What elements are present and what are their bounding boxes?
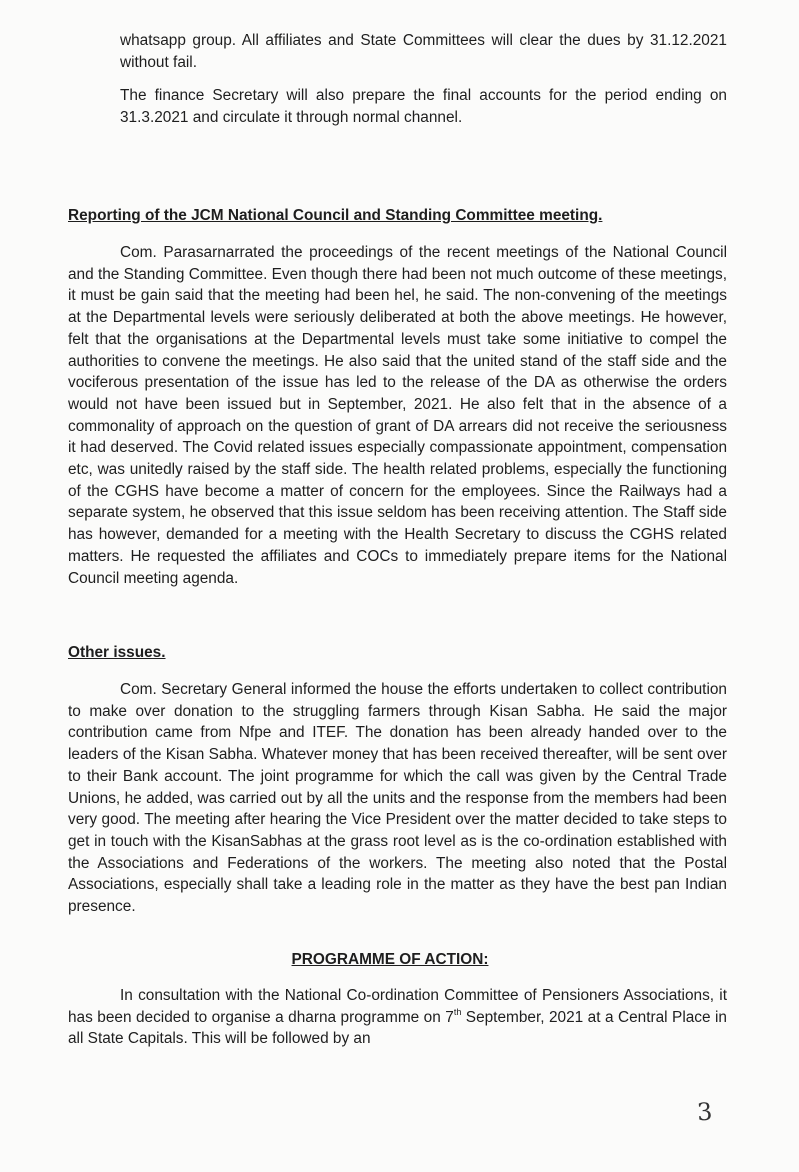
programme-body-end: September, 2021 at a Central Place in all State Capitals. This will be followed by an — [68, 1008, 727, 1048]
intro-paragraph-1: whatsapp group. All affiliates and State Committees will clear the dues by 31.12.2021 without fail. — [120, 32, 727, 71]
jcm-section-body: Com. Parasarnarrated the proceedings of the recent meetings of the National Council and the Standing Committee. Even though there had been not much outcome of these meetings, it must be gain said that the meeting had been hel, he said. The non-convening of the meetings at the Departmental levels were seriously deliberated at both the above meetings. He however, felt that the organisations at the Departmental levels must take some initiative to compel the authorities to convene the meetings. He also said that the united stand of the staff side and the vociferous presentation of the issue has led to the release of the DA as otherwise the orders would not have been issued but in September, 2021. He also felt that in the absence of a commonality of approach on the question of grant of DA arrears did not receive the seriousness it had deserved. The Covid related issues especially compassionate appointment, compensation etc, was unitedly raised by the staff side. The health related problems, especially the functioning of the CGHS have become a matter of concern for the employees. Since the Railways had a separate system, he observed that this issue seldom has been receiving attention. The Staff side has however, demanded for a meeting with the Health Secretary to discuss the CGHS related matters. He requested the affiliates and COCs to immediately prepare items for the National Council meeting agenda. — [68, 244, 727, 587]
programme-body-start: In consultation with the National Co-ordination Committee of Pensioners Associations, it has been decided to organise a dharna programme on 7 — [68, 987, 727, 1026]
ordinal-suffix: th — [453, 1006, 462, 1017]
jcm-section-heading: Reporting of the JCM National Council and Standing Committee meeting. — [68, 207, 603, 224]
programme-of-action-heading: PROGRAMME OF ACTION: — [291, 951, 489, 968]
other-issues-body: Com. Secretary General informed the house the efforts undertaken to collect contribution to make over donation to the struggling farmers through Kisan Sabha. He said the major contribution came from Nfpe and ITEF. The donation has been already handed over to the leaders of the Kisan Sabha. Whatever money that has been received thereafter, will be sent over to their Bank account. The joint programme for which the call was given by the Central Trade Unions, he added, was carried out by all the units and the response from the members had been very good. The meeting after hearing the Vice President over the matter decided to take steps to get in touch with the KisanSabhas at the grass root level as is the co-ordination established with the Associations and Federations of the workers. The meeting also noted that the Postal Associations, especially shall take a leading role in the matter as they have the best pan Indian presence. — [68, 681, 727, 916]
other-issues-heading: Other issues. — [68, 644, 166, 661]
page-number: 3 — [696, 1097, 714, 1127]
intro-paragraph-2: The finance Secretary will also prepare the final accounts for the period ending on 31.3.2021 and circulate it through normal channel. — [120, 87, 727, 126]
programme-of-action-body — [68, 985, 727, 1050]
